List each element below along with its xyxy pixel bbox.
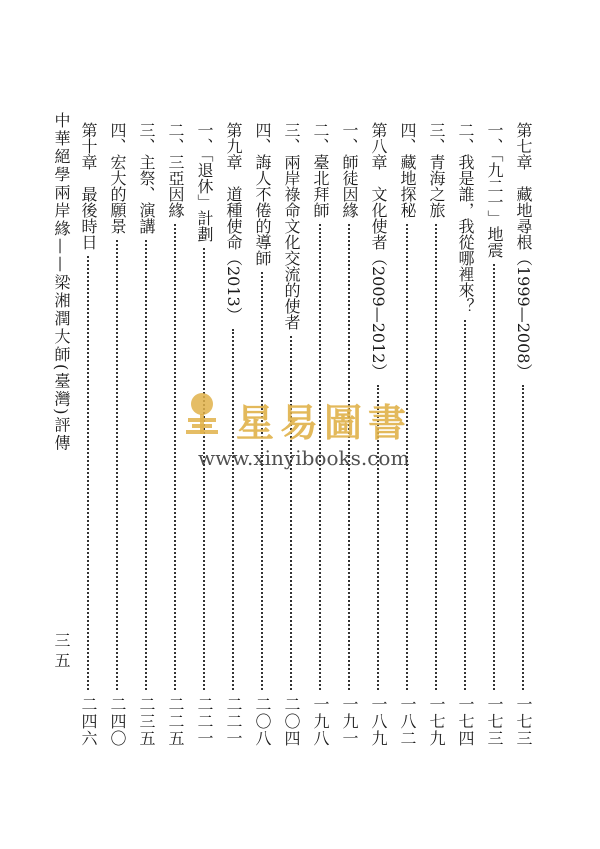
dot-leader: [145, 240, 147, 690]
toc-entry-title: 第九章 道種使命（2013）: [224, 122, 243, 323]
toc-entry-page: 二二一: [195, 696, 214, 747]
dot-leader: [464, 320, 466, 690]
toc-entry-title: 一、「九二一」地震: [485, 122, 504, 258]
toc-entry-title: 三、青海之旅: [427, 122, 446, 218]
dot-leader: [435, 224, 437, 690]
toc-entry-title: 二、臺北拜師: [311, 122, 330, 218]
dot-leader: [87, 256, 89, 690]
toc-entry-title: 四、藏地探秘: [398, 122, 417, 218]
toc-entry-page: 一八九: [369, 696, 388, 747]
toc-entry-title: 四、誨人不倦的導師: [253, 122, 272, 266]
page-number: 三五: [52, 632, 71, 672]
watermark-url: www.xinyibooks.com: [198, 446, 410, 470]
toc-entry-page: 二二五: [166, 696, 185, 747]
toc-entry-page: 一七三: [485, 696, 504, 747]
toc-entry-page: 二四六: [79, 696, 98, 747]
toc-entry-page: 二〇四: [282, 696, 301, 747]
toc-entry[interactable]: [512, 122, 534, 747]
dot-leader: [261, 272, 263, 690]
dot-leader: [522, 385, 524, 690]
toc-entry-page: 二三五: [137, 696, 156, 747]
toc-entry-title: 第七章 藏地尋根（1999—2008）: [514, 122, 533, 380]
toc-entry[interactable]: [454, 122, 476, 747]
toc-entry[interactable]: [135, 122, 157, 747]
toc-entry-title: 三、兩岸祿命文化交流的使者: [282, 122, 301, 330]
toc-entry-page: 二二一: [224, 696, 243, 747]
xinyi-logo-icon: [178, 390, 226, 438]
watermark-title: 星易圖書: [236, 400, 413, 445]
toc-entry-page: 一七四: [456, 696, 475, 747]
toc-entry-page: 一七三: [514, 696, 533, 747]
toc-entry-title: 第十章 最後時日: [79, 122, 98, 250]
toc-entry-title: 二、三亞因緣: [166, 122, 185, 218]
toc-entry-title: 一、師徒因緣: [340, 122, 359, 218]
toc-entry-title: 四、宏大的願景: [108, 122, 127, 234]
toc-entry-page: 二四〇: [108, 696, 127, 747]
toc-entry-title: 二、我是誰，我從哪裡來？: [456, 122, 475, 314]
dot-leader: [493, 264, 495, 690]
toc-entry[interactable]: [425, 122, 447, 747]
toc-entry[interactable]: [106, 122, 128, 747]
running-head: 中華絕學兩岸緣——梁湘潤大師(臺灣)評傳: [52, 112, 71, 453]
toc-entry[interactable]: [483, 122, 505, 747]
toc-entry[interactable]: [77, 122, 99, 747]
toc-entry-page: 一八二: [398, 696, 417, 747]
toc-entry-page: 一九八: [311, 696, 330, 747]
dot-leader: [232, 329, 234, 690]
toc-entry-title: 第八章 文化使者（2009—2012）: [369, 122, 388, 380]
toc-entry-page: 一七九: [427, 696, 446, 747]
toc-entry-title: 一、「退休」計劃: [195, 122, 214, 242]
dot-leader: [116, 240, 118, 690]
toc-entry-page: 二〇八: [253, 696, 272, 747]
watermark: [176, 388, 426, 478]
toc-entry-title: 三、主祭、演講: [137, 122, 156, 234]
toc-entry-page: 一九一: [340, 696, 359, 747]
